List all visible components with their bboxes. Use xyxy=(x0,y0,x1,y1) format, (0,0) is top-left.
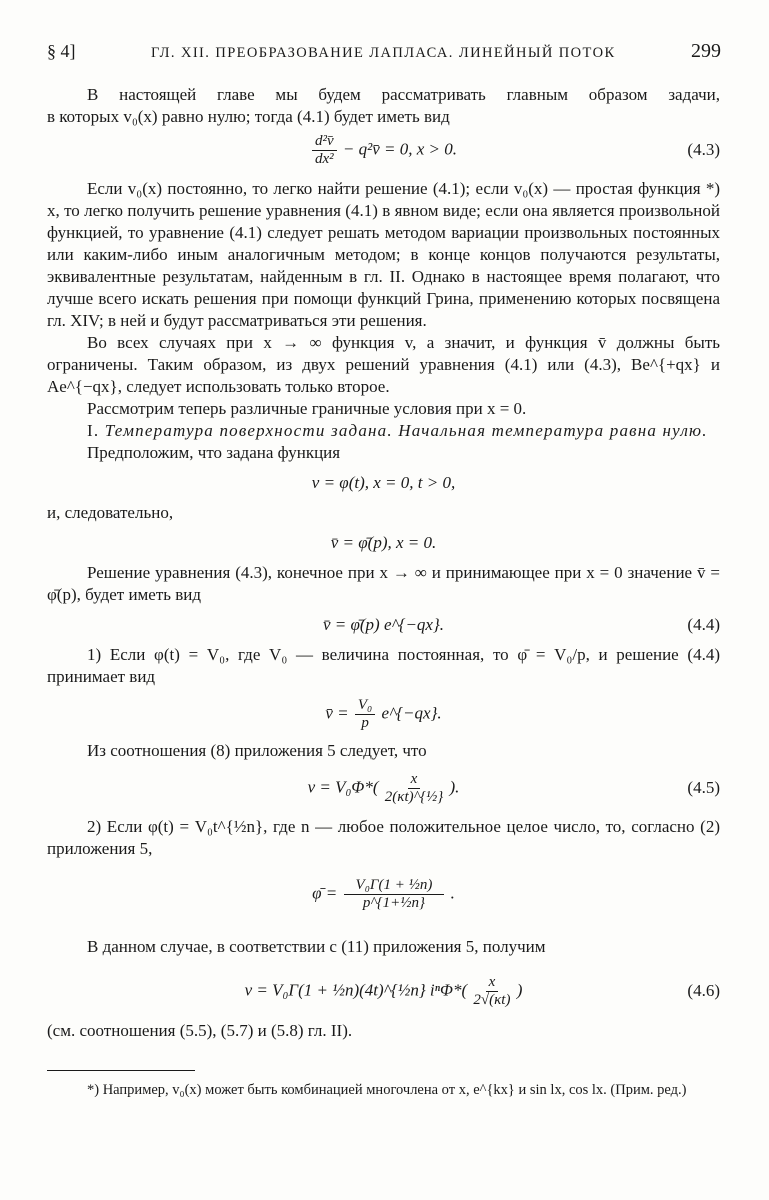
paragraph-6: и, следовательно, xyxy=(47,503,174,522)
header-title: ГЛ. XII. ПРЕОБРАЗОВАНИЕ ЛАПЛАСА. ЛИНЕЙНЫЙ ПОТОК xyxy=(150,45,616,61)
eq46-denominator: 2√(κt) xyxy=(473,991,511,1008)
eq45-lhs: v = V₀Φ*( xyxy=(307,776,379,796)
equation-4-4 xyxy=(47,612,720,638)
heading-text: Температура поверхности задана. Начальная температура равна нулю. xyxy=(104,421,708,440)
equation-phibar xyxy=(47,866,720,922)
main-text xyxy=(47,84,720,1042)
paragraph-7: Решение уравнения (4.3), конечное при x → ∞ и принимающее при x = 0 значение v̄ = φ̄(p), будет иметь вид xyxy=(47,563,720,604)
phibar-fraction xyxy=(344,877,445,912)
bc2-text: v̄ = φ̄(p), x = 0. xyxy=(330,533,437,552)
paragraph-3: Во всех случаях при x → ∞ функция v, а значит, и функция v̄ должны быть ограничены. Таким образом, из двух решений уравнения (4.1) или (4.3), Be^{+qx} и Ae^{−qx}, следует использовать только второе. xyxy=(47,333,720,396)
paragraph-9: Из соотношения (8) приложения 5 следует, что xyxy=(87,741,427,760)
footnote-rule xyxy=(47,1070,195,1071)
paragraph-1-line-1: В настоящей главе мы будем рассматривать главным образом задачи, xyxy=(87,85,720,104)
paragraph-1-line-2: в которых v₀(x) равно нулю; тогда (4.1) будет иметь вид xyxy=(47,107,450,126)
eq43-denominator: dx² xyxy=(314,150,334,167)
section-heading xyxy=(47,420,720,442)
eq45-number: (4.5) xyxy=(687,778,720,797)
footnote-text: *) Например, v₀(x) может быть комбинацией многочлена от x, e^{kx} и sin lx, cos lx. (Прим. ред.) xyxy=(87,1082,687,1098)
eq45-denominator: 2(κt)^{½} xyxy=(384,788,444,805)
equation-vbar xyxy=(47,694,720,734)
eq44-number: (4.4) xyxy=(687,615,720,634)
eq46-lhs: v = V₀Γ(1 + ½n)(4t)^{½n} iⁿΦ*( xyxy=(244,979,468,999)
eq45-rest: ). xyxy=(449,776,460,796)
eq45-numerator: x xyxy=(408,771,421,789)
eq46-rest: ) xyxy=(516,979,523,999)
equation-4-6 xyxy=(47,968,720,1014)
phibar-rest: . xyxy=(450,882,455,902)
eq43-number: (4.3) xyxy=(687,140,720,159)
paragraph-4: Рассмотрим теперь различные граничные условия при x = 0. xyxy=(87,399,527,418)
paragraph-5: Предположим, что задана функция xyxy=(87,443,341,462)
equation-4-3 xyxy=(47,130,720,170)
vbar-fraction xyxy=(355,697,375,732)
paragraph-10: 2) Если φ(t) = V₀t^{½n}, где n — любое положительное целое число, то, согласно (2) приложения 5, xyxy=(47,817,720,858)
phibar-numerator: V₀Γ(1 + ½n) xyxy=(344,877,445,895)
vbar-numerator: V₀ xyxy=(355,697,375,715)
page-number: 299 xyxy=(691,40,721,62)
eq46-fraction xyxy=(473,974,510,1009)
paragraph-8: 1) Если φ(t) = V₀, где V₀ — величина постоянная, то φ̄ = V₀/p, и решение (4.4) принимает вид xyxy=(47,645,720,686)
boundary-condition-2 xyxy=(47,530,720,556)
paragraph-11: В данном случае, в соответствии с (11) приложения 5, получим xyxy=(87,937,546,956)
eq46-number: (4.6) xyxy=(687,981,720,1000)
eq43-numerator: d²v̄ xyxy=(312,133,337,151)
footnote xyxy=(47,1080,720,1100)
paragraph-2: Если v₀(x) постоянно, то легко найти решение (4.1); если v₀(x) — простая функция *) x, то легко получить решение уравнения (4.1) в явном виде; если она является произвольной функцией, то уравнение (4.1) следует решать методом вариации произвольных постоянных или каким-либо иным аналогичным методом; в конце концов получаются результаты, эквивалентные результатам, найденным в гл. II. Однако в настоящее время полагают, что лучше всего искать решения при помощи функций Грина, применению которых посвящена гл. XIV; в ней и будут рассматриваться эти решения. xyxy=(47,179,720,330)
eq43-fraction xyxy=(312,133,337,168)
phibar-denominator: p^{1+½n} xyxy=(362,894,426,911)
vbar-denominator: p xyxy=(361,714,369,731)
eq45-fraction xyxy=(385,771,443,806)
bc1-text: v = φ(t), x = 0, t > 0, xyxy=(311,473,456,492)
paragraph-12: (см. соотношения (5.5), (5.7) и (5.8) гл. II). xyxy=(47,1021,353,1040)
section-mark: § 4] xyxy=(47,41,76,61)
boundary-condition-1 xyxy=(47,470,720,496)
eq44-text: v̄ = φ̄(p) e^{−qx}. xyxy=(322,615,445,634)
heading-number: I. xyxy=(87,421,100,440)
eq43-rest: − q²v̄ = 0, x > 0. xyxy=(342,138,457,158)
eq46-numerator: x xyxy=(486,974,499,992)
equation-4-5 xyxy=(47,768,720,808)
running-header xyxy=(47,40,721,66)
phibar-lhs: φ̄ = xyxy=(312,882,338,902)
vbar-rest: e^{−qx}. xyxy=(381,702,442,722)
vbar-lhs: v̄ = xyxy=(325,702,349,722)
